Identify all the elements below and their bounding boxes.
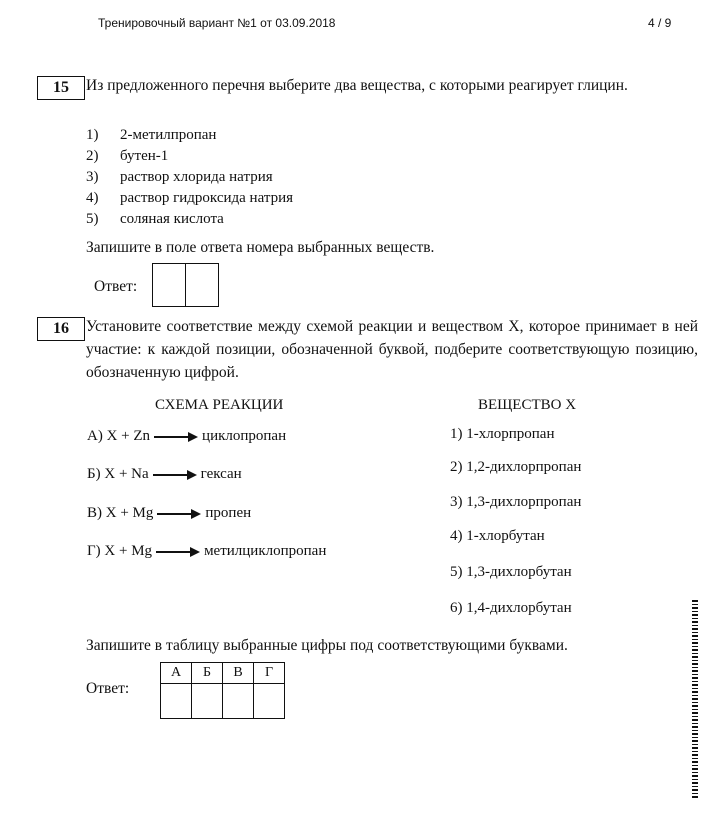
arrow-icon <box>153 470 197 480</box>
option-1: 1) 2-метилпропан <box>86 127 217 143</box>
answer-table-header <box>161 663 285 684</box>
substance-1: 1) 1-хлорпропан <box>450 426 555 442</box>
arrow-icon <box>157 509 201 519</box>
left-column-heading: СХЕМА РЕАКЦИИ <box>155 397 284 413</box>
reaction-a: А) X + Zn циклопропан <box>87 428 287 444</box>
column-v-header: В <box>223 663 254 684</box>
answer-table-16[interactable] <box>160 662 285 719</box>
substance-5: 5) 1,3-дихлорбутан <box>450 564 572 580</box>
answer-cell-1[interactable] <box>153 264 185 306</box>
answer-label-16: Ответ: <box>86 680 130 697</box>
question-15-options <box>86 125 293 230</box>
column-g-header: Г <box>254 663 285 684</box>
reaction-b: Б) X + Na гексан <box>87 466 242 482</box>
column-a-header: А <box>161 663 192 684</box>
page-number: 4 / 9 <box>648 16 672 30</box>
answer-table-row[interactable] <box>161 684 285 719</box>
answer-label-15: Ответ: <box>94 278 138 295</box>
arrow-icon <box>154 432 198 442</box>
question-number-16: 16 <box>37 317 85 341</box>
option-5: 5) соляная кислота <box>86 211 224 227</box>
right-column-heading: ВЕЩЕСТВО X <box>478 397 577 413</box>
substance-3: 3) 1,3-дихлорпропан <box>450 494 582 510</box>
answer-field-15[interactable] <box>152 263 219 307</box>
column-b-header: Б <box>192 663 223 684</box>
question-15-instruction: Запишите в поле ответа номера выбранных веществ. <box>86 239 435 256</box>
answer-cell-v[interactable] <box>223 684 254 719</box>
document-title: Тренировочный вариант №1 от 03.09.2018 <box>98 16 336 30</box>
answer-cell-2[interactable] <box>185 264 218 306</box>
substance-2: 2) 1,2-дихлорпропан <box>450 459 582 475</box>
scan-edge-marks <box>692 600 698 800</box>
reaction-g: Г) X + Mg метилциклопропан <box>87 543 327 559</box>
answer-cell-g[interactable] <box>254 684 285 719</box>
question-16-text: Установите соответствие между схемой реакции и веществом X, которое принимает в ней участие: к каждой позиции, обозначенной буквой, подберите соответствующую позицию, обозначенную цифрой. <box>86 318 698 381</box>
arrow-icon <box>156 547 200 557</box>
answer-cell-b[interactable] <box>192 684 223 719</box>
question-16-instruction: Запишите в таблицу выбранные цифры под соответствующими буквами. <box>86 637 568 654</box>
question-number-15: 15 <box>37 76 85 100</box>
substance-4: 4) 1-хлорбутан <box>450 528 545 544</box>
answer-cell-a[interactable] <box>161 684 192 719</box>
option-3: 3) раствор хлорида натрия <box>86 169 273 185</box>
option-4: 4) раствор гидроксида натрия <box>86 190 294 206</box>
question-15-text: Из предложенного перечня выберите два вещества, с которыми реагирует глицин. <box>86 77 628 94</box>
option-2: 2) бутен-1 <box>86 148 169 164</box>
reaction-v: В) X + Mg пропен <box>87 505 252 521</box>
substance-6: 6) 1,4-дихлорбутан <box>450 600 572 616</box>
